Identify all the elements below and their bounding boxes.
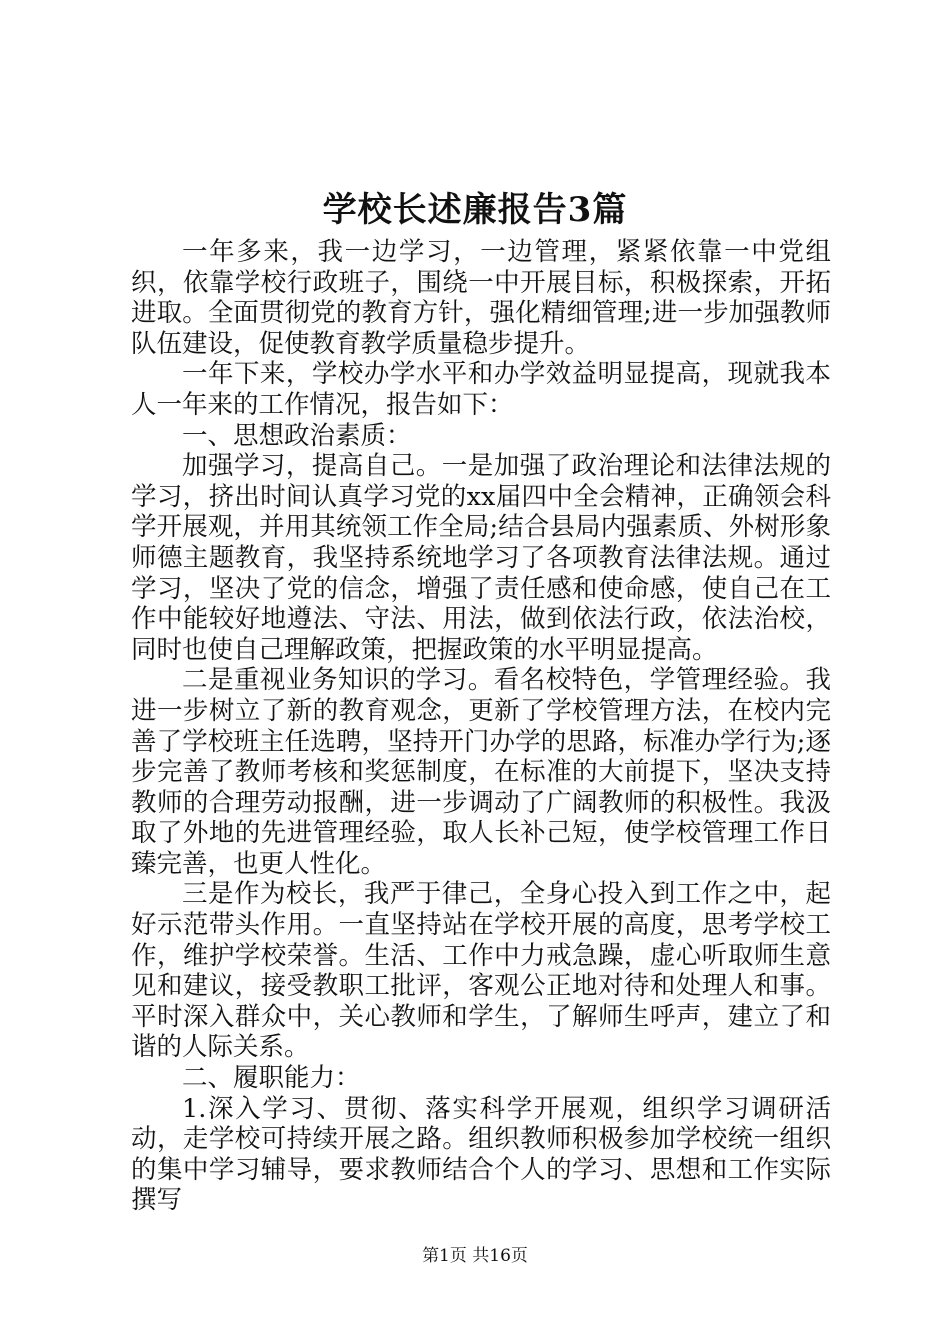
page-number-footer: 第1页 共16页 bbox=[422, 1246, 528, 1266]
section-heading: 二、履职能力： bbox=[182, 1063, 361, 1094]
paragraph: 1.深入学习、贯彻、落实科学开展观，组织学习调研活动，走学校可持续开展之路。组织教师积极参加学校统一组织的集中学习辅导，要求教师结合个人的学习、思想和工作实际撰写 bbox=[131, 1093, 831, 1216]
paragraph: 三是作为校长，我严于律己，全身心投入到工作之中，起好示范带头作用。一直坚持站在学校开展的高度，思考学校工作，维护学校荣誉。生活、工作中力戒急躁，虚心听取师生意见和建议，接受教职工批评，客观公正地对待和处理人和事。平时深入群众中，关心教师和学生，了解师生呼声，建立了和谐的人际关系。 bbox=[131, 879, 831, 1063]
paragraph: 二是重视业务知识的学习。看名校特色，学管理经验。我进一步树立了新的教育观念，更新了学校管理方法，在校内完善了学校班主任选聘，坚持开门办学的思路，标准办学行为;逐步完善了教师考核和奖惩制度，在标准的大前提下，坚决支持教师的合理劳动报酬，进一步调动了广阔教师的积极性。我汲取了外地的先进管理经验，取人长补己短，使学校管理工作日臻完善，也更人性化。 bbox=[131, 665, 831, 879]
document-title: 学校长述廉报告3篇 bbox=[322, 190, 628, 230]
paragraph: 一年多来，我一边学习，一边管理，紧紧依靠一中党组织，依靠学校行政班子，围绕一中开展目标，积极探索，开拓进取。全面贯彻党的教育方针，强化精细管理;进一步加强教师队伍建设，促使教育教学质量稳步提升。 bbox=[131, 237, 831, 359]
paragraph: 一年下来，学校办学水平和办学效益明显提高，现就我本人一年来的工作情况，报告如下： bbox=[131, 359, 831, 420]
section-heading: 一、思想政治素质： bbox=[182, 420, 412, 451]
paragraph: 加强学习，提高自己。一是加强了政治理论和法律法规的学习，挤出时间认真学习党的xx届四中全会精神，正确领会科学开展观，并用其统领工作全局;结合县局内强素质、外树形象师德主题教育，我坚持系统地学习了各项教育法律法规。通过学习，坚决了党的信念，增强了责任感和使命感，使自己在工作中能较好地遵法、守法、用法，做到依法行政，依法治校，同时也使自己理解政策，把握政策的水平明显提高。 bbox=[131, 451, 831, 665]
document-body bbox=[131, 237, 831, 1216]
